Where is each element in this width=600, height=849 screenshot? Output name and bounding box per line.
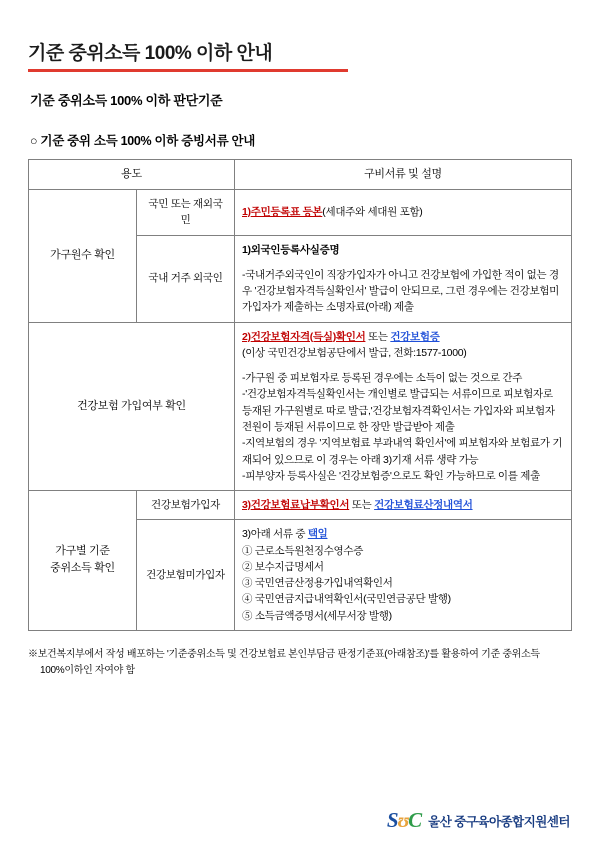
doc-number-1: 1) (242, 206, 251, 219)
doc-number-2: 2) (242, 330, 251, 343)
doc-or-separator: 또는 (365, 330, 391, 343)
uninsured-doc-head-emphasis: 택일 (307, 528, 328, 541)
title-underline (28, 69, 348, 72)
sub-label-national: 국민 또는 재외국민 (137, 190, 235, 236)
table-row (29, 322, 572, 490)
insurance-note-4: -피부양자 등록사실은 '건강보험증'으로도 확인 가능하므로 이를 제출 (242, 469, 540, 482)
uninsured-doc-item-2: ② 보수지급명세서 (242, 560, 324, 573)
doc-link-insurance-qualification: 건강보험자격(득실)확인서 (250, 330, 366, 343)
column-header-purpose: 용도 (29, 160, 235, 190)
column-header-documents: 구비서류 및 설명 (235, 160, 572, 190)
doc-foreigner-note: -국내거주외국인이 직장가입자가 아니고 건강보험에 가입한 적이 없는 경우 '건강보험자격득실확인서' 발급이 안되므로, 그런 경우에는 건강보험미가입자가 제출하는 소명자료(아래) 제출 (242, 268, 560, 314)
doc-link-insurance-calculation: 건강보험료산정내역서 (374, 499, 473, 512)
footer (387, 808, 570, 833)
table-row (29, 190, 572, 236)
uninsured-doc-head-prefix: 3)아래 서류 중 (242, 528, 308, 541)
row-label-median-income-line2: 중위소득 확인 (50, 562, 115, 575)
doc-insurance-issuer-note: (이상 국민건강보험공단에서 발급, 전화:1577-1000) (242, 346, 467, 359)
organization-logo-icon: SʊC (386, 808, 422, 832)
row-label-median-income-line1: 가구별 기준 (55, 545, 110, 558)
title-block (28, 30, 572, 72)
insurance-note-2: -'건강보험자격득실확인서는 개인별로 발급되는 서류이므로 피보험자로 등재된 가구원별로 따로 발급,'건강보험자격확인서는 가입자와 피보험자 전원이 등재된 서류이므로 한 장만 발급받아 제출 (242, 388, 555, 433)
uninsured-doc-item-4: ④ 국민연금지급내역확인서(국민연금공단 발행) (242, 593, 451, 606)
cell-insured-docs (235, 491, 572, 520)
cell-household-national-docs (235, 190, 572, 236)
uninsured-doc-item-5: ⑤ 소득금액증명서(세무서장 발행) (242, 609, 392, 622)
footnote-line-2: 100%이하인 자여야 함 (40, 664, 135, 676)
uninsured-doc-item-3: ③ 국민연금산정용가입내역확인서 (242, 577, 393, 590)
sub-label-uninsured: 건강보험미가입자 (137, 520, 235, 631)
requirements-table (28, 159, 572, 631)
row-label-household-count: 가구원수 확인 (29, 190, 137, 323)
cell-uninsured-docs (235, 520, 572, 631)
insurance-note-1: -가구원 중 피보험자로 등록된 경우에는 소득이 없는 것으로 간주 (242, 372, 523, 385)
table-header-row (29, 160, 572, 190)
sub-label-foreigner: 국내 거주 외국인 (137, 235, 235, 322)
cell-insurance-docs (235, 322, 572, 490)
doc-link-insurance-card: 건강보험증 (390, 330, 440, 343)
organization-name: 울산 중구육아종합지원센터 (428, 814, 570, 829)
doc-foreigner-registration: 1)외국인등록사실증명 (242, 243, 340, 256)
insurance-note-3: -지역보험의 경우 '지역보험료 부과내역 확인서'에 피보험자와 보험료가 기재되어 있으므로 이 경우는 아래 3)기재 서류 생략 가능 (242, 437, 563, 466)
doc-or-separator-2: 또는 (349, 499, 375, 512)
page-title: 기준 중위소득 100% 이하 안내 (28, 43, 273, 64)
footnote (28, 647, 572, 679)
doc-note-resident-registration: (세대주와 세대원 포함) (322, 206, 423, 219)
footnote-line-1: ※보건복지부에서 작성 배포하는 '기준중위소득 및 건강보험료 본인부담금 판정기준표(아래참조)'를 활용하여 기준 중위소득 (28, 648, 540, 660)
table-row (29, 491, 572, 520)
row-label-median-income (29, 491, 137, 631)
doc-link-insurance-payment: 건강보험료납부확인서 (250, 499, 350, 512)
sub-label-insured: 건강보험가입자 (137, 491, 235, 520)
section-heading: ○ 기준 중위 소득 100% 이하 증빙서류 안내 (30, 134, 256, 148)
doc-number-3: 3) (242, 499, 251, 512)
row-label-insurance-enrollment: 건강보험 가입여부 확인 (29, 322, 235, 490)
cell-household-foreigner-docs (235, 235, 572, 322)
subtitle: 기준 중위소득 100% 이하 판단기준 (30, 93, 223, 108)
uninsured-doc-item-1: ① 근로소득원천징수영수증 (242, 544, 364, 557)
doc-link-resident-registration: 주민등록표 등본 (250, 206, 323, 219)
